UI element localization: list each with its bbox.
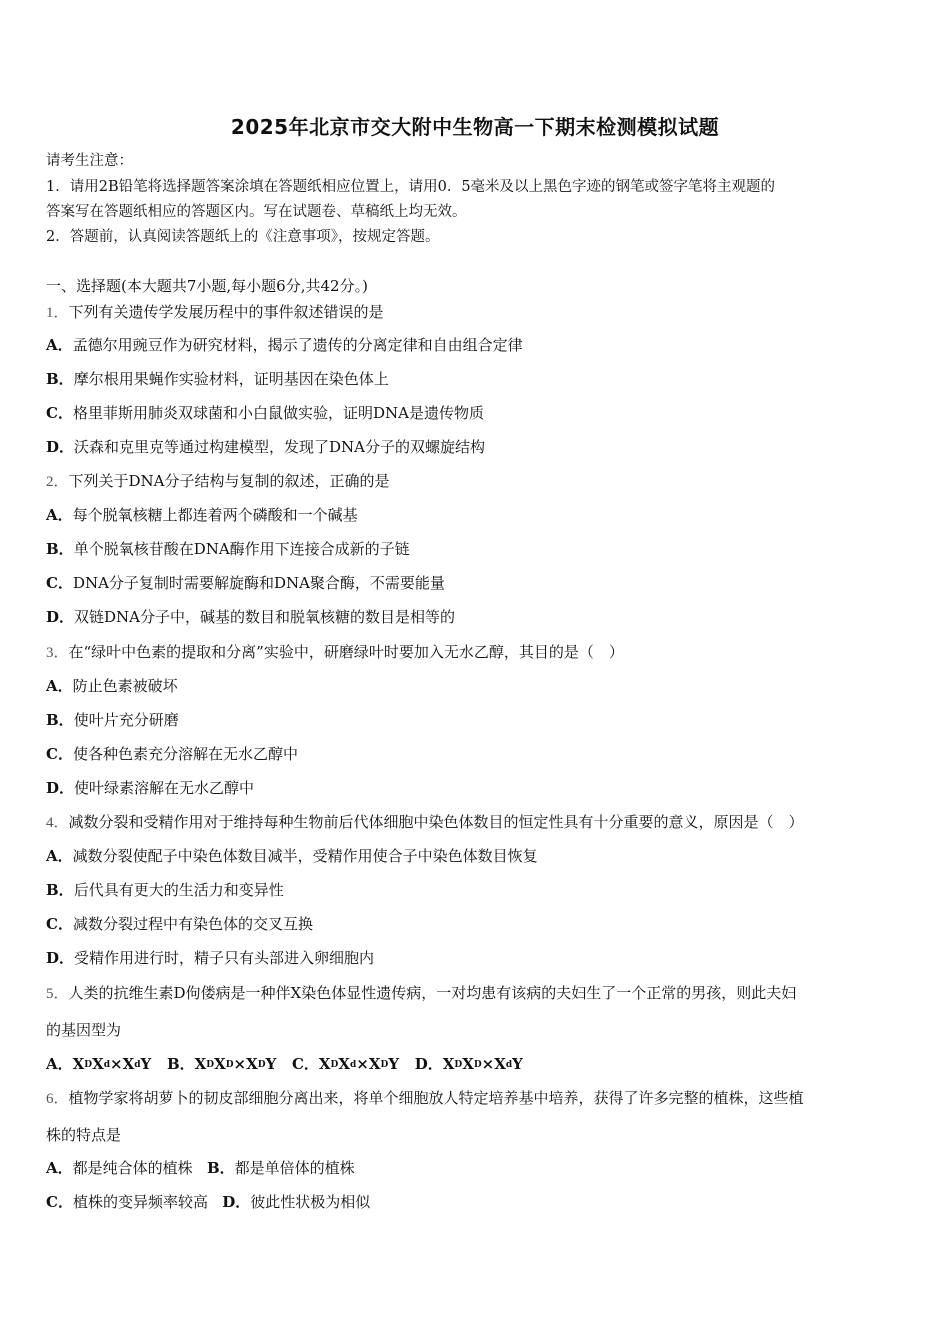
- option-text: 双链DNA分子中，碱基的数目和脱氧核糖的数目是相等的: [74, 608, 456, 626]
- option-label: C．: [46, 404, 73, 422]
- question-number: 1．: [46, 305, 69, 321]
- option-label: B．: [46, 711, 74, 729]
- option-label: D．: [46, 438, 75, 456]
- question-4: [46, 812, 804, 833]
- q4-option-b: [46, 880, 284, 900]
- option-text: 受精作用进行时，精子只有头部进入卵细胞内: [74, 949, 375, 967]
- q1-option-d: [46, 437, 485, 457]
- q5-option-b: B．$X^DX^D\times X^DY$: [166, 1055, 277, 1073]
- question-1: [46, 302, 384, 323]
- question-stem-line-1: 人类的抗维生素D佝偻病是一种伴X染色体显性遗传病，一对均患有该病的夫妇生了一个正常的男孩，则此夫妇: [68, 984, 797, 1002]
- notice-item-1-line-1: 1．请用2B铅笔将选择题答案涂填在答题纸相应位置上，请用0．5毫米及以上黑色字迹的钢笔或签字笔将主观题的: [46, 179, 776, 195]
- question-number: 5．: [46, 986, 69, 1002]
- q4-option-d: [46, 948, 374, 968]
- q6-option-c: C．植株的变异频率较高: [46, 1193, 208, 1211]
- q4-option-a: [46, 846, 538, 866]
- option-text: DNA分子复制时需要解旋酶和DNA聚合酶，不需要能量: [72, 574, 445, 592]
- option-label: B．: [46, 370, 74, 388]
- option-label: A．: [46, 677, 73, 695]
- q5-option-d: D．$X^DX^D\times X^dY$: [414, 1055, 523, 1073]
- q2-option-a: [46, 505, 358, 525]
- option-label: A．: [46, 336, 73, 354]
- option-text: 后代具有更大的生活力和变异性: [73, 881, 284, 899]
- q6-option-a: A．都是纯合体的植株: [46, 1159, 193, 1177]
- q3-option-a: [46, 676, 178, 696]
- question-2: [46, 471, 390, 492]
- option-label: A．: [46, 847, 73, 865]
- option-text: 减数分裂过程中有染色体的交叉互换: [72, 915, 313, 933]
- option-text: 使叶绿素溶解在无水乙醇中: [74, 779, 255, 797]
- option-label: A．: [46, 506, 73, 524]
- question-number: 3．: [46, 645, 69, 661]
- q6-option-b: B．都是单倍体的植株: [206, 1159, 355, 1177]
- notice-item-2: 2．答题前，认真阅读答题纸上的《注意事项》，按规定答题。: [46, 229, 440, 245]
- q6-options-cd: [46, 1192, 370, 1212]
- option-text: 单个脱氧核苷酸在DNA酶作用下连接合成新的子链: [73, 540, 410, 558]
- option-text: 孟德尔用豌豆作为研究材料，揭示了遗传的分离定律和自由组合定律: [72, 336, 523, 354]
- option-text: 使各种色素充分溶解在无水乙醇中: [72, 745, 298, 763]
- question-stem: 减数分裂和受精作用对于维持每种生物前后代体细胞中染色体数目的恒定性具有十分重要的意义，原因是（ ）: [68, 813, 804, 831]
- question-number: 4．: [46, 815, 69, 831]
- option-text: 摩尔根用果蝇作实验材料，证明基因在染色体上: [73, 370, 389, 388]
- question-stem: 下列有关遗传学发展历程中的事件叙述错误的是: [68, 303, 384, 321]
- q4-option-c: [46, 914, 313, 934]
- option-text: 减数分裂使配子中染色体数目减半，受精作用使合子中染色体数目恢复: [72, 847, 538, 865]
- q6-option-d: D．彼此性状极为相似: [222, 1193, 371, 1211]
- q1-option-a: [46, 335, 523, 355]
- option-text: 每个脱氧核糖上都连着两个磷酸和一个碱基: [72, 506, 358, 524]
- q5-options: [46, 1054, 523, 1074]
- q3-option-b: [46, 710, 179, 730]
- option-text: 沃森和克里克等通过构建模型，发现了DNA分子的双螺旋结构: [74, 438, 486, 456]
- question-5: [46, 983, 796, 1004]
- q5-option-a: A．$X^DX^d\times X^dY$: [46, 1055, 152, 1073]
- question-stem: 在“绿叶中色素的提取和分离”实验中，研磨绿叶时要加入无水乙醇，其目的是（ ）: [68, 643, 624, 661]
- q6-options-ab: [46, 1158, 355, 1178]
- question-stem: 下列关于DNA分子结构与复制的叙述，正确的是: [68, 472, 390, 490]
- option-text: 格里菲斯用肺炎双球菌和小白鼠做实验，证明DNA是遗传物质: [72, 404, 484, 422]
- q3-option-d: [46, 778, 254, 798]
- question-stem-line-1: 植物学家将胡萝卜的韧皮部细胞分离出来，将单个细胞放人特定培养基中培养，获得了许多完整的植株，这些植: [68, 1089, 804, 1107]
- option-label: B．: [46, 540, 74, 558]
- option-label: D．: [46, 608, 75, 626]
- option-label: C．: [46, 915, 73, 933]
- option-text: 防止色素被破坏: [72, 677, 178, 695]
- q5-option-c: C．$X^DX^d\times X^DY$: [291, 1055, 400, 1073]
- q2-option-c: [46, 573, 445, 593]
- q3-option-c: [46, 744, 298, 764]
- section-heading: 一、选择题(本大题共7小题,每小题6分,共42分。): [46, 277, 368, 295]
- q1-option-c: [46, 403, 484, 423]
- question-number: 6．: [46, 1091, 69, 1107]
- notice-heading: 请考生注意：: [46, 153, 133, 169]
- notice-item-1-line-2: 答案写在答题纸相应的答题区内。写在试题卷、草稿纸上均无效。: [46, 204, 467, 220]
- option-label: B．: [46, 881, 74, 899]
- q2-option-d: [46, 607, 455, 627]
- question-6-line-2: 株的特点是: [46, 1126, 122, 1144]
- question-5-line-2: 的基因型为: [46, 1021, 122, 1039]
- question-number: 2．: [46, 474, 69, 490]
- option-text: 使叶片充分研磨: [73, 711, 179, 729]
- option-label: C．: [46, 574, 73, 592]
- question-6: [46, 1088, 804, 1109]
- option-label: D．: [46, 949, 75, 967]
- question-3: [46, 642, 624, 663]
- option-label: D．: [46, 779, 75, 797]
- page-title: 2025年北京市交大附中生物高一下期末检测模拟试题: [230, 115, 720, 139]
- q2-option-b: [46, 539, 410, 559]
- q1-option-b: [46, 369, 389, 389]
- option-label: C．: [46, 745, 73, 763]
